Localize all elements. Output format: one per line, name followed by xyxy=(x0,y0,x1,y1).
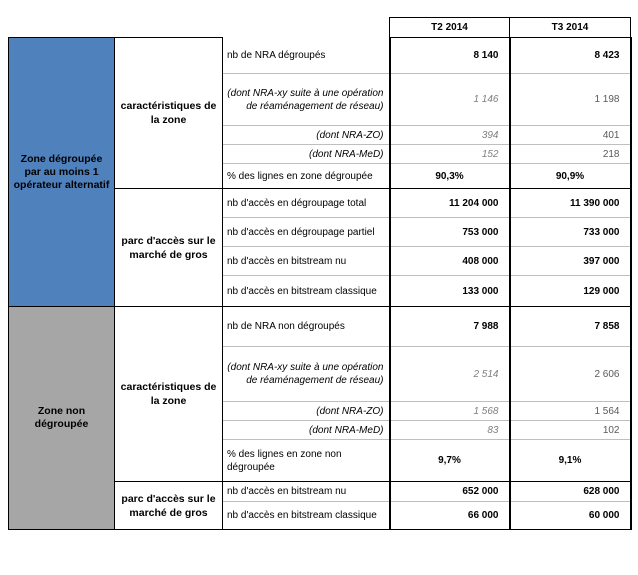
zone1-parc-label: parc d'accès sur le marché de gros xyxy=(115,189,223,307)
column-header-t3: T3 2014 xyxy=(510,18,631,38)
table-row xyxy=(9,307,631,347)
row-label: (dont NRA-ZO) xyxy=(223,126,390,145)
value-t3: 102 xyxy=(510,421,631,440)
value-t2: 66 000 xyxy=(390,502,510,530)
value-t2: 133 000 xyxy=(390,276,510,307)
value-t3: 733 000 xyxy=(510,218,631,247)
value-t2: 90,3% xyxy=(390,164,510,189)
row-label: (dont NRA-ZO) xyxy=(223,402,390,421)
value-t3: 11 390 000 xyxy=(510,189,631,218)
row-label: nb d'accès en bitstream classique xyxy=(223,276,390,307)
row-label: (dont NRA-MeD) xyxy=(223,421,390,440)
value-t3: 218 xyxy=(510,145,631,164)
value-t3: 397 000 xyxy=(510,247,631,276)
value-t2: 152 xyxy=(390,145,510,164)
row-label: nb de NRA non dégroupés xyxy=(223,307,390,347)
value-t2: 7 988 xyxy=(390,307,510,347)
row-label: % des lignes en zone non dégroupée xyxy=(223,440,390,482)
value-t3: 9,1% xyxy=(510,440,631,482)
table-row xyxy=(9,38,631,74)
value-t2: 753 000 xyxy=(390,218,510,247)
row-label: nb d'accès en bitstream nu xyxy=(223,482,390,502)
row-label: nb d'accès en bitstream classique xyxy=(223,502,390,530)
zone2-parc-label: parc d'accès sur le marché de gros xyxy=(115,482,223,530)
value-t3: 129 000 xyxy=(510,276,631,307)
row-label: (dont NRA-xy suite à une opération de réaménagement de réseau) xyxy=(223,74,390,126)
value-t3: 8 423 xyxy=(510,38,631,74)
value-t3: 1 198 xyxy=(510,74,631,126)
value-t3: 1 564 xyxy=(510,402,631,421)
value-t2: 83 xyxy=(390,421,510,440)
value-t3: 628 000 xyxy=(510,482,631,502)
row-label: (dont NRA-MeD) xyxy=(223,145,390,164)
zone-non-degroupee-label: Zone non dégroupée xyxy=(9,307,115,530)
zone1-caracteristiques-label: caractéristiques de la zone xyxy=(115,38,223,189)
row-label: (dont NRA-xy suite à une opération de réaménagement de réseau) xyxy=(223,347,390,402)
value-t2: 394 xyxy=(390,126,510,145)
value-t3: 7 858 xyxy=(510,307,631,347)
value-t2: 11 204 000 xyxy=(390,189,510,218)
header-row xyxy=(9,18,631,38)
row-label: % des lignes en zone dégroupée xyxy=(223,164,390,189)
zone2-caracteristiques-label: caractéristiques de la zone xyxy=(115,307,223,482)
value-t2: 408 000 xyxy=(390,247,510,276)
value-t3: 60 000 xyxy=(510,502,631,530)
row-label: nb de NRA dégroupés xyxy=(223,38,390,74)
value-t2: 1 568 xyxy=(390,402,510,421)
value-t2: 2 514 xyxy=(390,347,510,402)
value-t2: 1 146 xyxy=(390,74,510,126)
value-t3: 2 606 xyxy=(510,347,631,402)
value-t3: 90,9% xyxy=(510,164,631,189)
zone-degroupee-label: Zone dégroupée par au moins 1 opérateur alternatif xyxy=(9,38,115,307)
row-label: nb d'accès en dégroupage partiel xyxy=(223,218,390,247)
value-t2: 652 000 xyxy=(390,482,510,502)
row-label: nb d'accès en bitstream nu xyxy=(223,247,390,276)
column-header-t2: T2 2014 xyxy=(390,18,510,38)
data-table xyxy=(8,17,632,530)
row-label: nb d'accès en dégroupage total xyxy=(223,189,390,218)
value-t2: 9,7% xyxy=(390,440,510,482)
value-t3: 401 xyxy=(510,126,631,145)
value-t2: 8 140 xyxy=(390,38,510,74)
